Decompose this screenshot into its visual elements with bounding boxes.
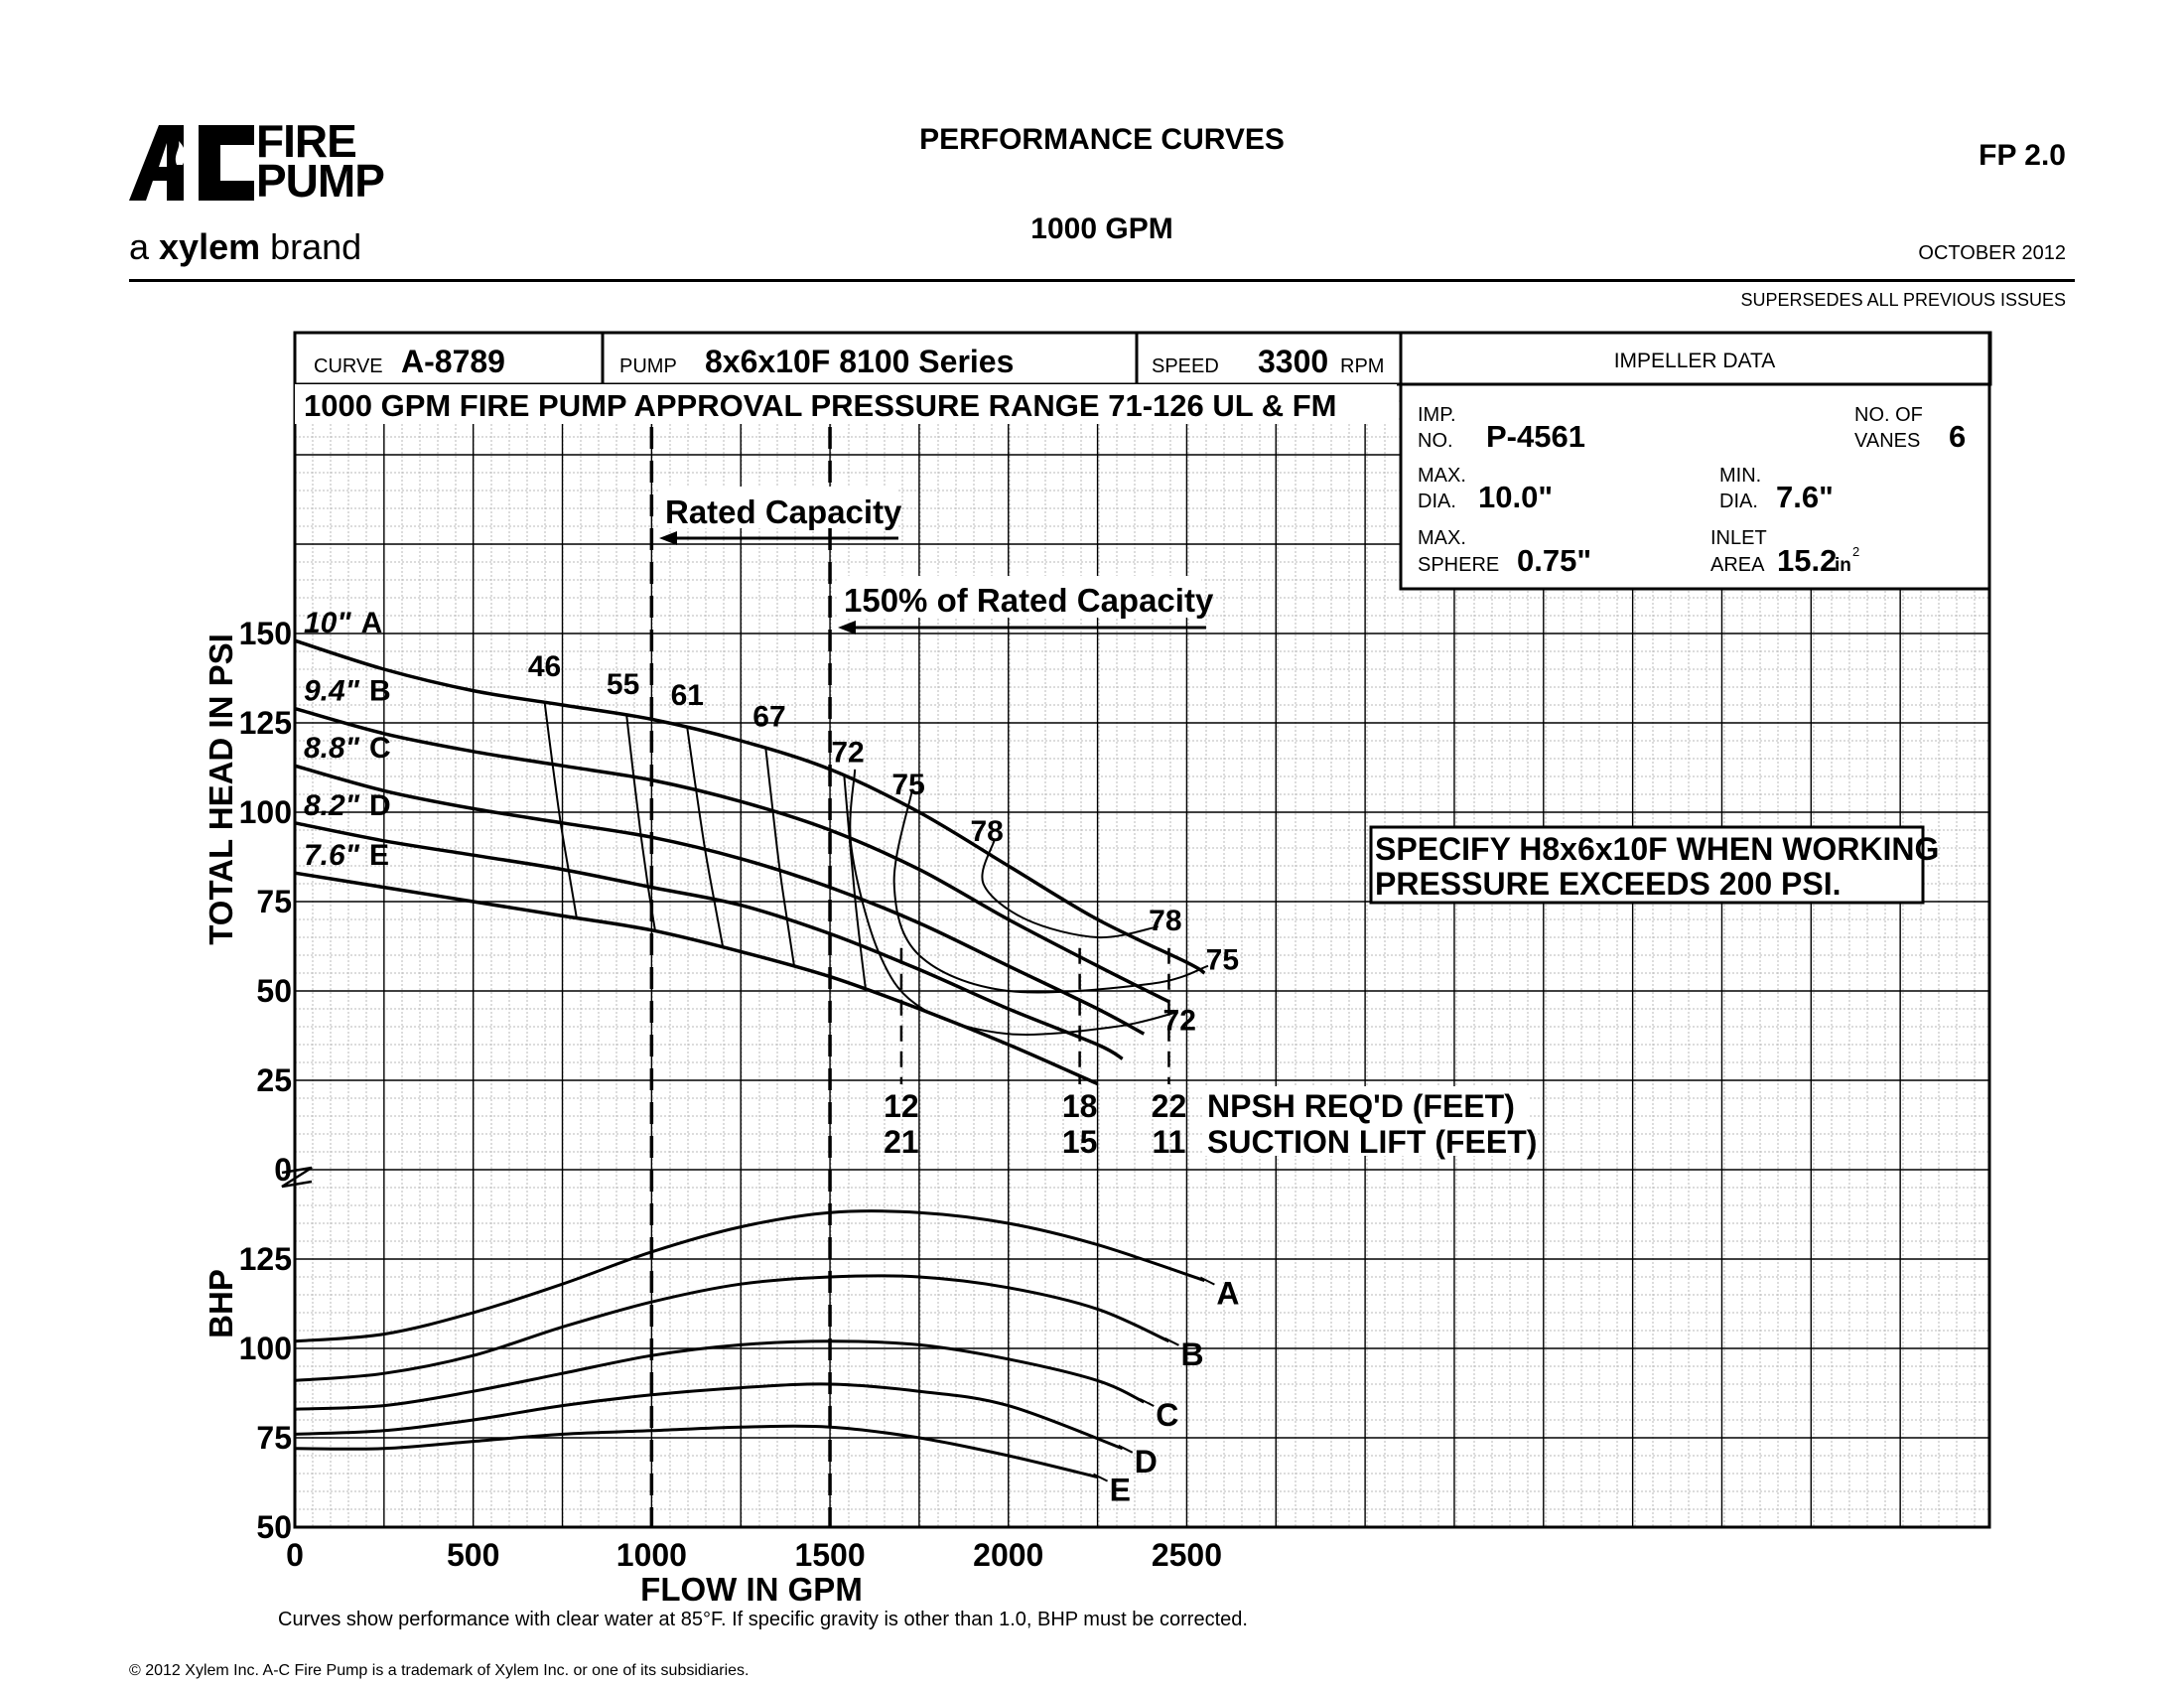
copyright: © 2012 Xylem Inc. A-C Fire Pump is a trademark of Xylem Inc. or one of its subsidiaries. — [129, 1662, 750, 1679]
max-dia-label-2: DIA. — [1418, 491, 1456, 512]
x-axis-title: FLOW IN GPM — [640, 1571, 863, 1608]
approval-range: 1000 GPM FIRE PUMP APPROVAL PRESSURE RANGE 71-126 UL & FM — [304, 388, 1337, 423]
head-curve-E — [295, 873, 1098, 1083]
impeller-title: IMPELLER DATA — [1613, 350, 1776, 372]
efficiency-label: 61 — [670, 679, 704, 712]
inlet-exp: 2 — [1852, 544, 1860, 559]
head-tick-label: 0 — [274, 1152, 292, 1188]
bhp-curve-label-C: C — [1156, 1397, 1179, 1433]
impeller-data-box — [1401, 333, 1989, 589]
curve-value: A-8789 — [401, 344, 505, 379]
x-tick-label: 2500 — [1151, 1537, 1223, 1573]
bhp-tick-label: 50 — [256, 1509, 292, 1545]
specify-line-1: SPECIFY H8x6x10F WHEN WORKING — [1375, 831, 1940, 867]
vanes-label-2: VANES — [1854, 430, 1921, 452]
inlet-value: 15.2 — [1777, 543, 1838, 578]
x-tick-label: 500 — [446, 1537, 500, 1573]
page-subtitle: 1000 GPM — [1030, 212, 1173, 245]
max-dia-value: 10.0" — [1478, 480, 1554, 514]
head-curve-label-D: 8.2" D — [304, 788, 391, 822]
min-dia-label-1: MIN. — [1719, 465, 1762, 487]
suction-lift-value: 21 — [884, 1124, 919, 1160]
head-axis-title: TOTAL HEAD IN PSI — [203, 633, 239, 945]
efficiency-label: 75 — [891, 769, 925, 801]
efficiency-label: 46 — [527, 650, 562, 684]
vanes-label-1: NO. OF — [1854, 404, 1923, 426]
efficiency-label: 55 — [606, 668, 640, 702]
min-dia-label-2: DIA. — [1719, 491, 1758, 512]
sphere-label-1: MAX. — [1418, 527, 1466, 549]
head-curve-label-A: 10" A — [304, 607, 383, 640]
efficiency-label: 78 — [970, 814, 1004, 848]
vanes-value: 6 — [1949, 419, 1967, 454]
rated-capacity-label: Rated Capacity — [665, 493, 902, 530]
head-curve-label-B: 9.4" B — [304, 674, 391, 708]
x-tick-label: 1000 — [615, 1537, 687, 1573]
head-curve-label-C: 8.8" C — [304, 732, 391, 766]
specify-note — [1371, 827, 1939, 903]
npsh-req-label: NPSH REQ'D (FEET) — [1207, 1088, 1515, 1124]
head-tick-label: 100 — [238, 794, 292, 830]
head-curve-A — [295, 640, 1204, 973]
rated-capacity-callout — [659, 487, 902, 545]
head-tick-label: 75 — [256, 884, 292, 919]
npsh-legend — [1204, 1086, 1537, 1160]
page-title: PERFORMANCE CURVES — [919, 123, 1285, 156]
brand-fire: FIRE — [256, 115, 356, 167]
bhp-tick-label: 100 — [238, 1331, 292, 1366]
inlet-unit: in — [1835, 555, 1851, 576]
bhp-tick-label: 75 — [256, 1420, 292, 1456]
bhp-curve-E — [295, 1426, 1098, 1477]
suction-lift-value: 15 — [1061, 1124, 1098, 1160]
npsh-value: 18 — [1061, 1088, 1098, 1124]
bhp-curve-label-A: A — [1216, 1275, 1240, 1312]
sphere-value: 0.75" — [1517, 543, 1592, 578]
rated150-callout — [838, 576, 1214, 634]
bhp-curve-A — [295, 1211, 1204, 1341]
bhp-tick-label: 125 — [238, 1241, 292, 1277]
pump-value: 8x6x10F 8100 Series — [705, 344, 1015, 379]
imp-no-value: P-4561 — [1486, 419, 1585, 454]
rated150-label: 150% of Rated Capacity — [844, 582, 1214, 619]
speed-value: 3300 — [1258, 344, 1329, 379]
efficiency-label: 78 — [1149, 904, 1182, 937]
footer-note: Curves show performance with clear water at 85°F. If specific gravity is other than 1.0, BHP must be corrected. — [278, 1609, 1248, 1630]
suction-lift-value: 11 — [1152, 1124, 1186, 1160]
efficiency-contour — [765, 749, 794, 966]
inlet-label-1: INLET — [1710, 527, 1767, 549]
doc-code: FP 2.0 — [1979, 139, 2066, 172]
x-tick-label: 1500 — [794, 1537, 866, 1573]
head-tick-label: 125 — [238, 705, 292, 741]
sphere-label-2: SPHERE — [1418, 554, 1500, 576]
arrow-left-icon — [659, 531, 677, 545]
bhp-curve-D — [295, 1384, 1123, 1449]
efficiency-label: 75 — [1205, 943, 1240, 977]
speed-label: SPEED — [1152, 355, 1219, 377]
arrow-left-icon — [838, 621, 856, 634]
brand-pump: PUMP — [256, 155, 384, 207]
doc-date: OCTOBER 2012 — [1918, 242, 2066, 264]
efficiency-contour — [545, 702, 577, 918]
max-dia-label-1: MAX. — [1418, 465, 1466, 487]
bhp-curve-label-D: D — [1134, 1443, 1158, 1479]
bhp-curve-C — [295, 1341, 1144, 1409]
npsh-value: 12 — [884, 1088, 919, 1124]
efficiency-label: 67 — [752, 700, 786, 734]
pump-label: PUMP — [619, 355, 677, 377]
bhp-curve-label-E: E — [1109, 1472, 1131, 1508]
bhp-curve-label-B: B — [1180, 1336, 1204, 1372]
head-tick-label: 150 — [238, 616, 292, 651]
imp-no-label-2: NO. — [1418, 430, 1453, 452]
curve-label: CURVE — [314, 355, 383, 377]
head-tick-label: 50 — [256, 973, 292, 1009]
inlet-label-2: AREA — [1710, 554, 1765, 576]
speed-unit: RPM — [1340, 355, 1385, 377]
x-tick-label: 2000 — [973, 1537, 1044, 1573]
head-curve-label-E: 7.6" E — [304, 839, 389, 873]
efficiency-contour — [687, 728, 723, 947]
brand-tagline: a xylem brand — [129, 226, 362, 267]
specify-line-2: PRESSURE EXCEEDS 200 PSI. — [1375, 866, 1842, 902]
x-tick-label: 0 — [286, 1537, 304, 1573]
min-dia-value: 7.6" — [1776, 480, 1834, 514]
bhp-axis-title: BHP — [203, 1269, 239, 1338]
suction-lift-label: SUCTION LIFT (FEET) — [1207, 1124, 1538, 1160]
supersedes-note: SUPERSEDES ALL PREVIOUS ISSUES — [1740, 290, 2066, 310]
head-tick-label: 25 — [256, 1062, 292, 1098]
efficiency-contour — [844, 776, 866, 990]
npsh-value: 22 — [1151, 1088, 1187, 1124]
imp-no-label-1: IMP. — [1418, 404, 1456, 426]
efficiency-label: 72 — [1162, 1004, 1196, 1038]
efficiency-label: 72 — [831, 736, 865, 770]
